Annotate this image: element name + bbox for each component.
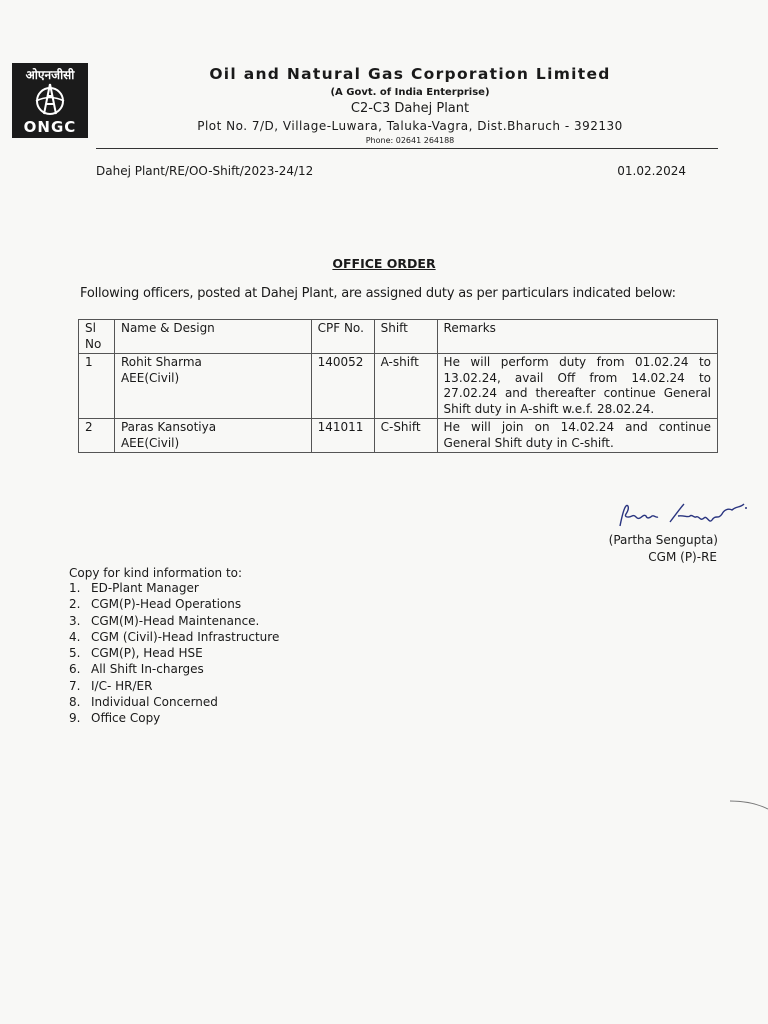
intro-paragraph: Following officers, posted at Dahej Plant, are assigned duty as per particulars indicated below: [80, 286, 676, 301]
row-name-design [114, 354, 311, 419]
reference-number: Dahej Plant/RE/OO-Shift/2023-24/12 [96, 164, 314, 178]
header-cpf-no: CPF No. [311, 320, 374, 354]
handwritten-signature [612, 498, 750, 534]
header-remarks: Remarks [437, 320, 717, 354]
officer-name: Rohit Sharma [120, 355, 202, 369]
document-title: OFFICE ORDER [332, 256, 436, 271]
plant-name: C2-C3 Dahej Plant [350, 101, 470, 116]
header-divider [96, 148, 718, 149]
header-sl-no: Sl No [79, 320, 115, 354]
list-item: 6. All Shift In-charges [69, 662, 204, 677]
phone-number: Phone: 02641 264188 [365, 136, 455, 145]
copy-to-heading: Copy for kind information to: [69, 566, 243, 580]
table-header-row [79, 320, 718, 354]
plant-address: Plot No. 7/D, Village-Luwara, Taluka-Vagra, Dist.Bharuch - 392130 [197, 119, 623, 133]
row-remarks: He will join on 14.02.24 and continue General Shift duty in C-shift. [437, 419, 717, 453]
row-sl-no: 2 [79, 419, 115, 453]
list-item: 7. I/C- HR/ER [69, 678, 153, 693]
logo-hindi-text: ओएनजीसी [25, 68, 75, 82]
list-item: 3. CGM(M)-Head Maintenance. [69, 613, 260, 628]
page-fold-mark [730, 795, 768, 815]
logo-text: ONGC [23, 118, 77, 136]
duty-table [78, 319, 718, 453]
row-sl-no: 1 [79, 354, 115, 419]
signatory-name: (Partha Sengupta) [608, 533, 718, 547]
officer-designation: AEE(Civil) [120, 435, 180, 450]
row-shift: A-shift [374, 354, 437, 419]
govt-enterprise-line: (A Govt. of India Enterprise) [330, 87, 490, 98]
header-name-design: Name & Design [114, 320, 311, 354]
officer-name: Paras Kansotiya [120, 420, 217, 434]
row-cpf-no: 141011 [311, 419, 374, 453]
table-row [79, 354, 718, 419]
company-name: Oil and Natural Gas Corporation Limited [209, 65, 611, 83]
officer-designation: AEE(Civil) [120, 370, 180, 385]
ongc-logo [12, 63, 88, 138]
signatory-designation: CGM (P)-RE [648, 550, 717, 564]
list-item: 5. CGM(P), Head HSE [69, 646, 203, 661]
list-item: 8. Individual Concerned [69, 695, 218, 710]
order-date: 01.02.2024 [617, 164, 686, 178]
row-remarks: He will perform duty from 01.02.24 to 13.02.24, avail Off from 14.02.24 to 27.02.24 and thereafter continue General Shift duty in A-shift w.e.f. 28.02.24. [437, 354, 717, 419]
list-item: 9. Office Copy [69, 711, 161, 726]
row-cpf-no: 140052 [311, 354, 374, 419]
list-item: 1. ED-Plant Manager [69, 581, 199, 595]
copy-to-list [69, 580, 279, 727]
row-shift: C-Shift [374, 419, 437, 453]
table-row [79, 419, 718, 453]
list-item: 4. CGM (Civil)-Head Infrastructure [69, 629, 280, 644]
header-shift: Shift [374, 320, 437, 354]
list-item: 2. CGM(P)-Head Operations [69, 597, 242, 612]
row-name-design [114, 419, 311, 453]
oil-derrick-icon [32, 82, 68, 118]
